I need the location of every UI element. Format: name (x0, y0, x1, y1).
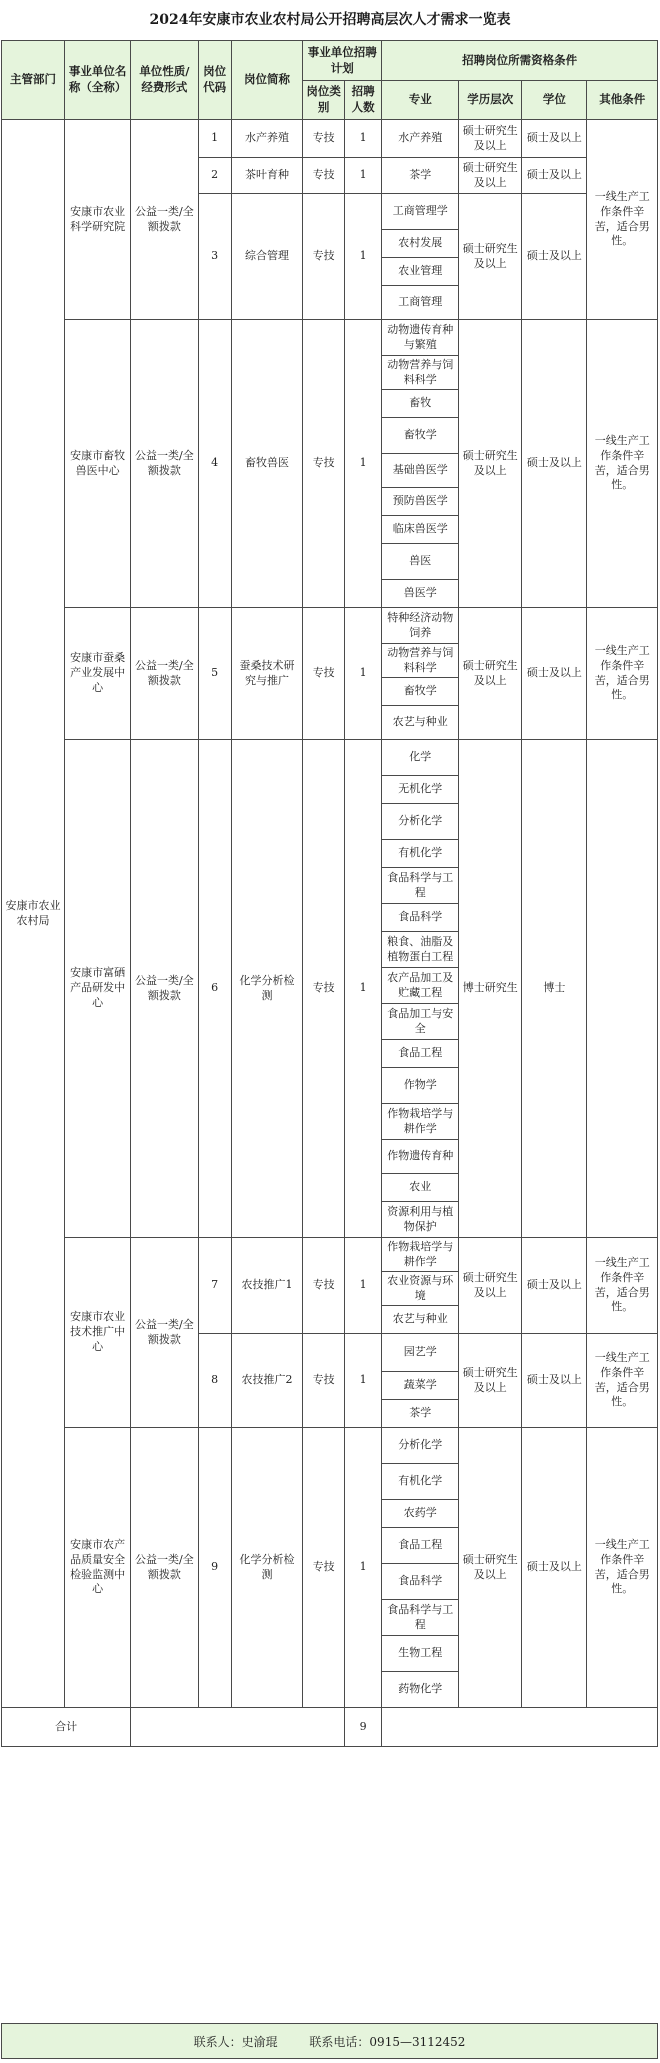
other-cell: 一线生产工作条件辛苦，适合男性。 (587, 1428, 658, 1708)
major-cell: 水产养殖 (382, 120, 459, 158)
major-cell: 农业 (382, 1174, 459, 1202)
major-cell: 农业资源与环境 (382, 1272, 459, 1306)
major-cell: 工商管理 (382, 286, 459, 320)
major-cell: 资源利用与植物保护 (382, 1202, 459, 1238)
degree-cell: 硕士及以上 (522, 1428, 587, 1708)
footer (1, 2023, 658, 2059)
header-unit: 事业单位名称（全称） (65, 41, 131, 120)
short-cell: 农技推广1 (231, 1238, 303, 1334)
major-cell: 畜牧学 (382, 418, 459, 454)
short-cell: 综合管理 (231, 194, 303, 320)
unit-cell: 安康市畜牧兽医中心 (65, 320, 131, 608)
major-cell: 农村发展 (382, 230, 459, 258)
major-cell: 兽医 (382, 544, 459, 580)
short-cell: 蚕桑技术研究与推广 (231, 608, 303, 740)
other-cell: 一线生产工作条件辛苦，适合男性。 (587, 608, 658, 740)
short-cell: 畜牧兽医 (231, 320, 303, 608)
header-dept: 主管部门 (2, 41, 65, 120)
header-other: 其他条件 (587, 81, 658, 120)
count-cell: 1 (344, 740, 381, 1238)
header-nature: 单位性质/经费形式 (131, 41, 198, 120)
count-cell: 1 (344, 194, 381, 320)
unit-cell: 安康市农业技术推广中心 (65, 1238, 131, 1428)
short-cell: 茶叶育种 (231, 158, 303, 194)
type-cell: 专技 (303, 740, 345, 1238)
other-cell: 一线生产工作条件辛苦，适合男性。 (587, 120, 658, 320)
nature-cell: 公益一类/全额拨款 (131, 1238, 198, 1428)
major-cell: 生物工程 (382, 1636, 459, 1672)
header-major: 专业 (382, 81, 459, 120)
total-row (2, 1708, 658, 1747)
major-cell: 茶学 (382, 158, 459, 194)
page-title: 2024年安康市农业农村局公开招聘高层次人才需求一览表 (149, 12, 511, 28)
table-body (2, 120, 658, 1708)
count-cell: 1 (344, 320, 381, 608)
major-cell: 畜牧 (382, 390, 459, 418)
footer-phone: 联系电话：0915—3112452 (309, 2035, 466, 2049)
major-cell: 化学 (382, 740, 459, 776)
count-cell: 1 (344, 1238, 381, 1334)
code-cell: 5 (198, 608, 231, 740)
table-row (2, 1428, 658, 1464)
header-plan-group: 事业单位招聘计划 (303, 41, 382, 81)
code-cell: 1 (198, 120, 231, 158)
unit-cell: 安康市农业科学研究院 (65, 120, 131, 320)
major-cell: 食品工程 (382, 1528, 459, 1564)
other-cell (587, 740, 658, 1238)
count-cell: 1 (344, 120, 381, 158)
major-cell: 预防兽医学 (382, 488, 459, 516)
unit-cell: 安康市富硒产品研发中心 (65, 740, 131, 1238)
code-cell: 9 (198, 1428, 231, 1708)
nature-cell: 公益一类/全额拨款 (131, 320, 198, 608)
table-row (2, 120, 658, 158)
footer-contact: 联系人：史渝琨 (193, 2035, 278, 2049)
major-cell: 作物栽培学与耕作学 (382, 1238, 459, 1272)
count-cell: 1 (344, 1334, 381, 1428)
header-degree: 学位 (522, 81, 587, 120)
major-cell: 分析化学 (382, 1428, 459, 1464)
count-cell: 1 (344, 1428, 381, 1708)
major-cell: 食品科学与工程 (382, 868, 459, 904)
code-cell: 4 (198, 320, 231, 608)
degree-cell: 硕士及以上 (522, 1238, 587, 1334)
unit-cell: 安康市农产品质量安全检验监测中心 (65, 1428, 131, 1708)
total-empty (382, 1708, 658, 1747)
major-cell: 药物化学 (382, 1672, 459, 1708)
degree-cell: 博士 (522, 740, 587, 1238)
edu-cell: 硕士研究生及以上 (459, 120, 522, 158)
type-cell: 专技 (303, 1238, 345, 1334)
major-cell: 农产品加工及贮藏工程 (382, 968, 459, 1004)
major-cell: 农艺与种业 (382, 706, 459, 740)
major-cell: 食品工程 (382, 1040, 459, 1068)
header-row (2, 41, 658, 81)
major-cell: 食品科学 (382, 1564, 459, 1600)
edu-cell: 硕士研究生及以上 (459, 1428, 522, 1708)
code-cell: 6 (198, 740, 231, 1238)
type-cell: 专技 (303, 158, 345, 194)
edu-cell: 硕士研究生及以上 (459, 320, 522, 608)
major-cell: 农药学 (382, 1500, 459, 1528)
code-cell: 8 (198, 1334, 231, 1428)
table-row (2, 320, 658, 356)
major-cell: 畜牧学 (382, 678, 459, 706)
header-edu: 学历层次 (459, 81, 522, 120)
table-row (2, 740, 658, 776)
major-cell: 作物遗传育种 (382, 1140, 459, 1174)
code-cell: 2 (198, 158, 231, 194)
major-cell: 食品科学 (382, 904, 459, 932)
major-cell: 蔬菜学 (382, 1372, 459, 1400)
total-label: 合计 (2, 1708, 131, 1747)
type-cell: 专技 (303, 194, 345, 320)
header-code: 岗位代码 (198, 41, 231, 120)
unit-cell: 安康市蚕桑产业发展中心 (65, 608, 131, 740)
major-cell: 食品科学与工程 (382, 1600, 459, 1636)
nature-cell: 公益一类/全额拨款 (131, 1428, 198, 1708)
nature-cell: 公益一类/全额拨款 (131, 608, 198, 740)
header-cond-group: 招聘岗位所需资格条件 (382, 41, 658, 81)
total-spacer (131, 1708, 345, 1747)
major-cell: 有机化学 (382, 1464, 459, 1500)
short-cell: 化学分析检测 (231, 1428, 303, 1708)
count-cell: 1 (344, 608, 381, 740)
recruitment-table (1, 40, 658, 1747)
edu-cell: 硕士研究生及以上 (459, 194, 522, 320)
type-cell: 专技 (303, 1334, 345, 1428)
nature-cell: 公益一类/全额拨款 (131, 120, 198, 320)
major-cell: 兽医学 (382, 580, 459, 608)
major-cell: 无机化学 (382, 776, 459, 804)
count-cell: 1 (344, 158, 381, 194)
other-cell: 一线生产工作条件辛苦，适合男性。 (587, 320, 658, 608)
type-cell: 专技 (303, 608, 345, 740)
header-short: 岗位简称 (231, 41, 303, 120)
major-cell: 农业管理 (382, 258, 459, 286)
header-plan-count: 招聘人数 (344, 81, 381, 120)
type-cell: 专技 (303, 120, 345, 158)
code-cell: 7 (198, 1238, 231, 1334)
major-cell: 分析化学 (382, 804, 459, 840)
major-cell: 特种经济动物饲养 (382, 608, 459, 644)
other-cell: 一线生产工作条件辛苦，适合男性。 (587, 1238, 658, 1334)
table-row (2, 1238, 658, 1272)
major-cell: 农艺与种业 (382, 1306, 459, 1334)
degree-cell: 硕士及以上 (522, 1334, 587, 1428)
major-cell: 作物栽培学与耕作学 (382, 1104, 459, 1140)
type-cell: 专技 (303, 1428, 345, 1708)
major-cell: 茶学 (382, 1400, 459, 1428)
major-cell: 动物遗传育种与繁殖 (382, 320, 459, 356)
major-cell: 有机化学 (382, 840, 459, 868)
short-cell: 水产养殖 (231, 120, 303, 158)
total-count: 9 (344, 1708, 381, 1747)
major-cell: 作物学 (382, 1068, 459, 1104)
edu-cell: 硕士研究生及以上 (459, 1334, 522, 1428)
degree-cell: 硕士及以上 (522, 320, 587, 608)
major-cell: 基础兽医学 (382, 454, 459, 488)
type-cell: 专技 (303, 320, 345, 608)
header-plan-type: 岗位类别 (303, 81, 345, 120)
edu-cell: 硕士研究生及以上 (459, 608, 522, 740)
dept-cell: 安康市农业农村局 (2, 120, 65, 1708)
edu-cell: 硕士研究生及以上 (459, 1238, 522, 1334)
major-cell: 临床兽医学 (382, 516, 459, 544)
table-row (2, 608, 658, 644)
short-cell: 化学分析检测 (231, 740, 303, 1238)
short-cell: 农技推广2 (231, 1334, 303, 1428)
degree-cell: 硕士及以上 (522, 120, 587, 158)
major-cell: 工商管理学 (382, 194, 459, 230)
degree-cell: 硕士及以上 (522, 608, 587, 740)
major-cell: 粮食、油脂及植物蛋白工程 (382, 932, 459, 968)
major-cell: 食品加工与安全 (382, 1004, 459, 1040)
major-cell: 动物营养与饲料科学 (382, 644, 459, 678)
code-cell: 3 (198, 194, 231, 320)
edu-cell: 硕士研究生及以上 (459, 158, 522, 194)
degree-cell: 硕士及以上 (522, 194, 587, 320)
major-cell: 动物营养与饲料科学 (382, 356, 459, 390)
edu-cell: 博士研究生 (459, 740, 522, 1238)
degree-cell: 硕士及以上 (522, 158, 587, 194)
major-cell: 园艺学 (382, 1334, 459, 1372)
nature-cell: 公益一类/全额拨款 (131, 740, 198, 1238)
other-cell: 一线生产工作条件辛苦，适合男性。 (587, 1334, 658, 1428)
